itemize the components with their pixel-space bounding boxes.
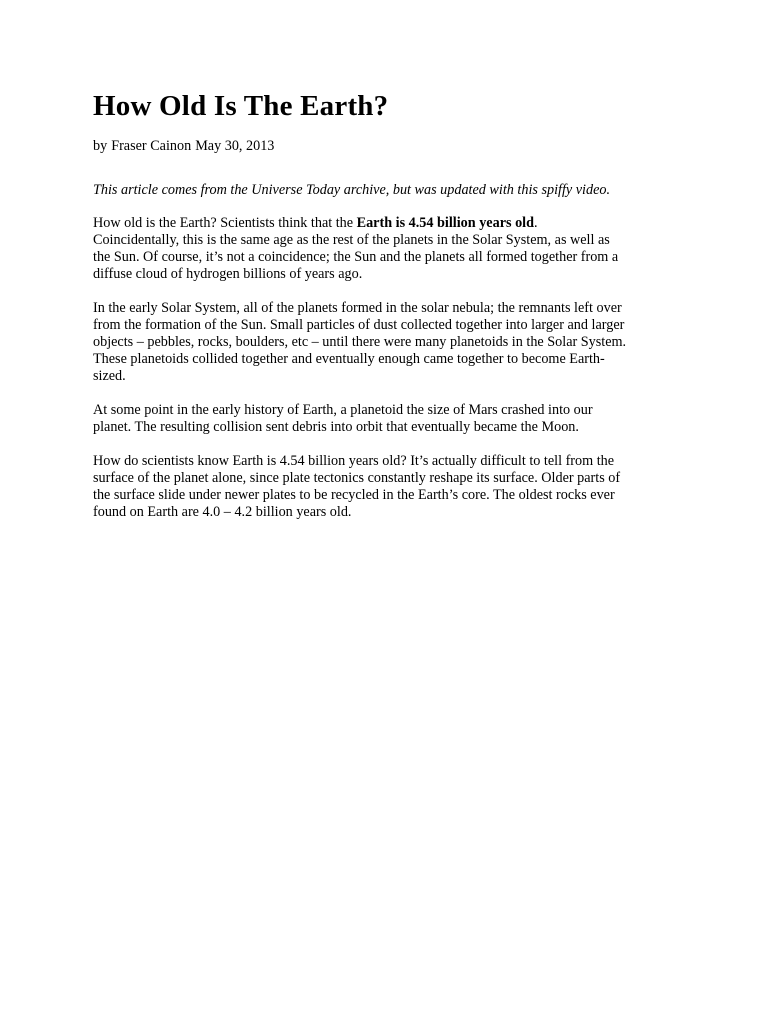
- paragraph-1-period: .: [534, 215, 538, 231]
- paragraph-1-line-3: the Sun. Of course, it’s not a coincidence; the Sun and the planets all formed together from a: [93, 249, 619, 265]
- paragraph-4-line-1: How do scientists know Earth is 4.54 billion years old? It’s actually difficult to tell from the: [93, 453, 615, 469]
- paragraph-2-line-4: These planetoids collided together and eventually enough came together to become Earth-: [93, 351, 605, 367]
- publish-date: May 30, 2013: [195, 138, 275, 154]
- byline-prefix: by: [93, 138, 108, 154]
- paragraph-2-line-1: In the early Solar System, all of the planets formed in the solar nebula; the remnants left over: [93, 300, 622, 316]
- paragraph-4: [93, 453, 683, 521]
- intro-note: This article comes from the Universe Today archive, but was updated with this spiffy video.: [93, 182, 611, 198]
- paragraph-2-line-5: sized.: [93, 368, 126, 384]
- paragraph-1-line-2: Coincidentally, this is the same age as the rest of the planets in the Solar System, as well as: [93, 232, 610, 248]
- paragraph-3-line-2: planet. The resulting collision sent debris into orbit that eventually became the Moon.: [93, 419, 579, 435]
- author-name: Fraser Cainon: [111, 138, 192, 154]
- earth-age-highlight: Earth is 4.54 billion years old: [356, 215, 534, 231]
- paragraph-4-line-3: the surface slide under newer plates to be recycled in the Earth’s core. The oldest rocks ever: [93, 487, 615, 503]
- paragraph-4-line-4: found on Earth are 4.0 – 4.2 billion years old.: [93, 504, 352, 520]
- paragraph-1-text: How old is the Earth? Scientists think that the: [93, 215, 357, 231]
- paragraph-2-line-3: objects – pebbles, rocks, boulders, etc – until there were many planetoids in the Solar System.: [93, 334, 627, 350]
- paragraph-2-line-2: from the formation of the Sun. Small particles of dust collected together into larger and larger: [93, 317, 625, 333]
- paragraph-2: [93, 300, 683, 385]
- paragraph-1-line-1: [93, 215, 683, 232]
- paragraph-1: [93, 215, 683, 283]
- paragraph-1-line-4: diffuse cloud of hydrogen billions of years ago.: [93, 266, 363, 282]
- article-title: How Old Is The Earth?: [93, 90, 389, 122]
- byline: [93, 138, 683, 155]
- paragraph-3: [93, 402, 683, 436]
- article: [93, 88, 683, 521]
- paragraph-3-line-1: At some point in the early history of Earth, a planetoid the size of Mars crashed into our: [93, 402, 593, 418]
- paragraph-4-line-2: surface of the planet alone, since plate tectonics constantly reshape its surface. Older parts of: [93, 470, 621, 486]
